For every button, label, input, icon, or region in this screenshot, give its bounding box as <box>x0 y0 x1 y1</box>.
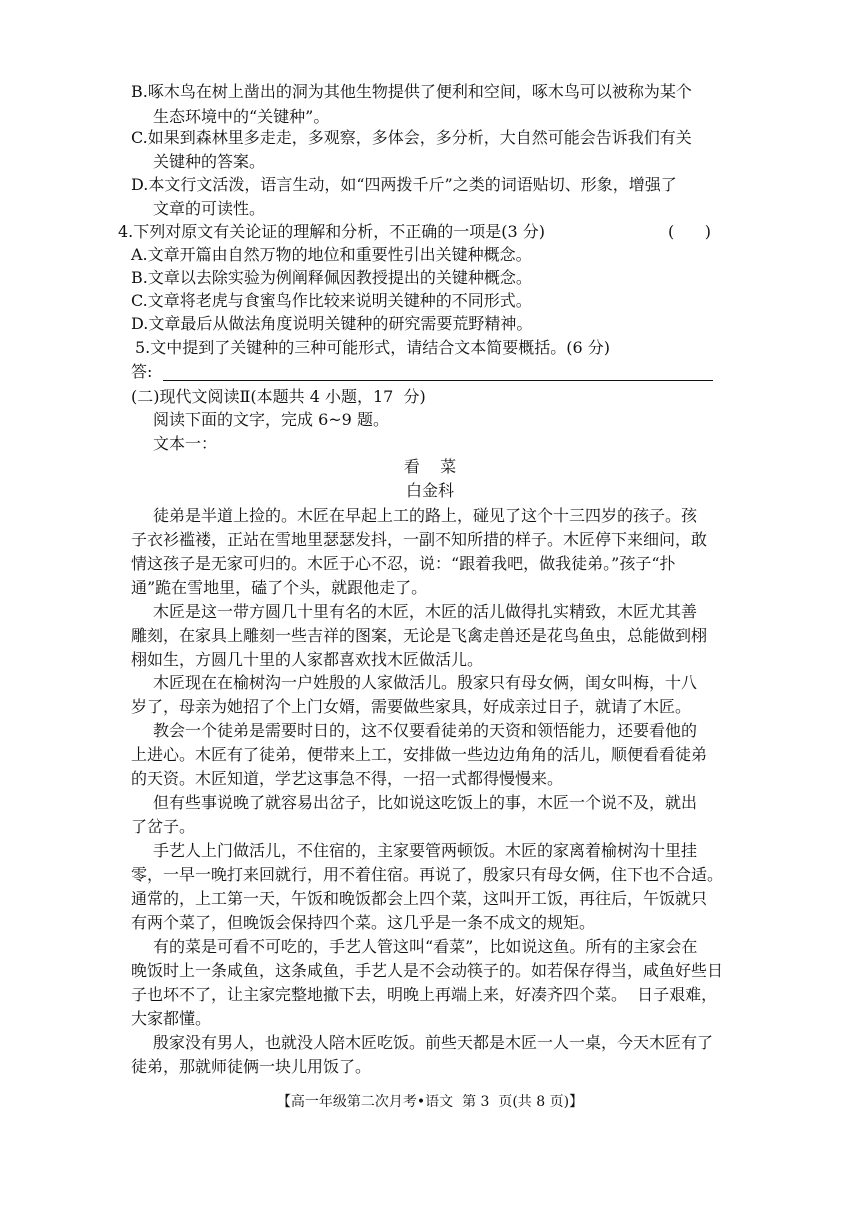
q3-option-c-line2: 关键种的答案。 <box>153 152 266 171</box>
story-line: 木匠是这一带方圆几十里有名的木匠，木匠的活儿做得扎实精致，木匠尤其善 <box>153 602 698 621</box>
story-line: 但有些事说晚了就容易出岔子，比如说这吃饭上的事，木匠一个说不及，就出 <box>153 793 698 812</box>
q4-stem: 4.下列对原文有关论证的理解和分析，不正确的一项是(3 分) <box>118 222 546 241</box>
q4-answer-bracket: ( ) <box>668 222 711 241</box>
story-line: 通常的，上工第一天，午饭和晚饭都会上四个菜，这叫开工饭，再往后，午饭就只 <box>131 889 708 908</box>
text-one-label: 文本一： <box>153 434 218 453</box>
section2-instruction: 阅读下面的文字，完成 6~9 题。 <box>153 410 389 429</box>
story-line: 有两个菜了，但晚饭会保持四个菜。这几乎是一条不成文的规矩。 <box>131 913 596 932</box>
section2-heading: (二)现代文阅读Ⅱ(本题共 4 小题，17 分) <box>131 387 426 406</box>
q4-option-a: A.文章开篇由自然万物的地位和重要性引出关键种概念。 <box>131 245 532 264</box>
q4-option-c: C.文章将老虎与食蜜鸟作比较来说明关键种的不同形式。 <box>131 291 532 310</box>
story-line: 徒弟，那就师徒俩一块儿用饭了。 <box>131 1057 372 1076</box>
story-line: 晚饭时上一条咸鱼，这条咸鱼，手艺人是不会动筷子的。如若保存得当，咸鱼好些日 <box>131 961 724 980</box>
story-line: 零，一早一晚打来回就行，用不着住宿。再说了，殷家只有母女俩，住下也不合适。 <box>131 865 724 884</box>
story-line: 了岔子。 <box>131 817 196 836</box>
story-line: 上进心。木匠有了徒弟，便带来上工，安排做一些边边角角的活儿，顺便看看徒弟 <box>131 745 708 764</box>
story-line: 徒弟是半道上捡的。木匠在早起上工的路上，碰见了这个十三四岁的孩子。孩 <box>153 506 698 525</box>
q5-stem: 5.文中提到了关键种的三种可能形式，请结合文本简要概括。(6 分) <box>135 338 611 357</box>
story-line: 情这孩子是无家可归的。木匠于心不忍，说：“跟着我吧，做我徒弟。”孩子“扑 <box>131 554 676 573</box>
story-line: 手艺人上门做活儿，不住宿的，主家要管两顿饭。木匠的家离着榆树沟十里挂 <box>153 841 698 860</box>
story-line: 大家都懂。 <box>131 1009 212 1028</box>
story-line: 岁了，母亲为她招了个上门女婿，需要做些家具，好成亲过日子，就请了木匠。 <box>131 697 692 716</box>
q5-answer-label: 答: <box>131 362 153 381</box>
story-title: 看 菜 <box>403 457 457 476</box>
story-line: 雕刻，在家具上雕刻一些吉祥的图案，无论是飞禽走兽还是花鸟鱼虫，总能做到栩 <box>131 626 708 645</box>
story-line: 栩如生，方圆几十里的人家都喜欢找木匠做活儿。 <box>131 650 484 669</box>
story-line: 殷家没有男人，也就没人陪木匠吃饭。前些天都是木匠一人一桌，今天木匠有了 <box>153 1033 714 1052</box>
story-line: 的天资。木匠知道，学艺这事急不得，一招一式都得慢慢来。 <box>131 769 564 788</box>
q4-option-b: B.文章以去除实验为例阐释佩因教授提出的关键种概念。 <box>131 268 532 287</box>
q5-answer-line[interactable] <box>163 380 713 381</box>
story-line: 教会一个徒弟是需要时日的，这不仅要看徒弟的天资和领悟能力，还要看他的 <box>153 721 698 740</box>
q3-option-b-line2: 生态环境中的“关键种”。 <box>153 107 330 126</box>
q3-option-b-line1: B.啄木鸟在树上凿出的洞为其他生物提供了便利和空间，啄木鸟可以被称为某个 <box>131 82 692 101</box>
q3-option-c-line1: C.如果到森林里多走走，多观察，多体会，多分析，大自然可能会告诉我们有关 <box>131 128 692 147</box>
story-line: 木匠现在在榆树沟一户姓殷的人家做活儿。殷家只有母女俩，闺女叫梅，十八 <box>153 673 698 692</box>
story-line: 子也坏不了，让主家完整地撤下去，明晚上再端上来，好凑齐四个菜。 日子艰难， <box>131 985 718 1004</box>
story-line: 子衣衫褴褛，正站在雪地里瑟瑟发抖，一副不知所措的样子。木匠停下来细问，敢 <box>131 530 708 549</box>
story-line: 通”跪在雪地里，磕了个头，就跟他走了。 <box>131 578 428 597</box>
story-author: 白金科 <box>405 481 454 500</box>
q4-option-d: D.文章最后从做法角度说明关键种的研究需要荒野精神。 <box>131 314 533 333</box>
q3-option-d-line1: D.本文行文活泼，语言生动，如“四两拨千斤”之类的词语贴切、形象，增强了 <box>131 175 677 194</box>
story-line: 有的菜是可看不可吃的，手艺人管这叫“看菜”，比如说这鱼。所有的主家会在 <box>153 937 698 956</box>
q3-option-d-line2: 文章的可读性。 <box>153 199 266 218</box>
page-footer: 【高一年级第二次月考•语文 第 3 页(共 8 页)】 <box>276 1094 584 1110</box>
